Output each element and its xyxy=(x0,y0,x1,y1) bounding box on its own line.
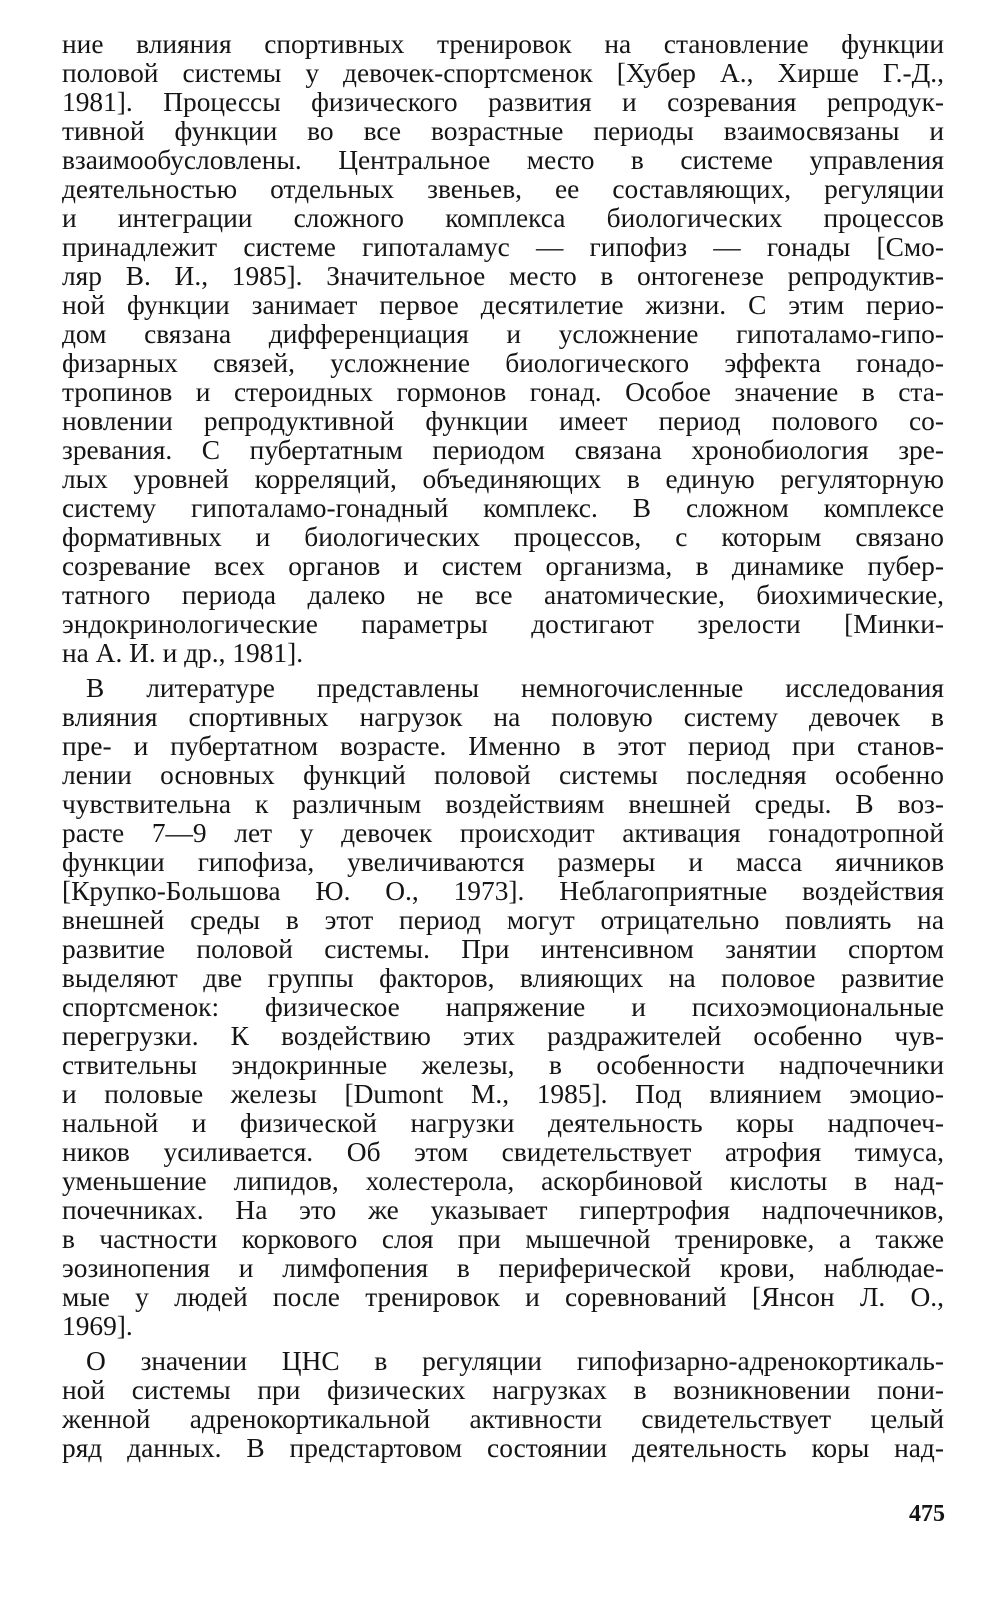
text-line: перегрузки. К воздействию этих раздражителей особенно чув- xyxy=(62,1022,944,1051)
page-number: 475 xyxy=(909,1501,945,1527)
text-line: ной системы при физических нагрузках в возникновении пони- xyxy=(62,1376,944,1405)
text-line: чувствительна к различным воздействиям внешней среды. В воз- xyxy=(62,790,944,819)
text-line: физарных связей, усложнение биологического эффекта гонадо- xyxy=(62,349,944,378)
page-body xyxy=(62,30,944,1570)
text-line: в частности коркового слоя при мышечной тренировке, а также xyxy=(62,1225,944,1254)
text-line: принадлежит системе гипоталамус — гипофиз — гонады [Смо- xyxy=(62,233,944,262)
text-line: ствительны эндокринные железы, в особенности надпочечники xyxy=(62,1051,944,1080)
text-line: зревания. С пубертатным периодом связана хронобиология зре- xyxy=(62,436,944,465)
text-line: женной адренокортикальной активности свидетельствует целый xyxy=(62,1405,944,1434)
paragraph-2 xyxy=(62,674,944,1341)
text-line: спортсменок: физическое напряжение и психоэмоциональные xyxy=(62,993,944,1022)
text-line: половой системы у девочек-спортсменок [Хубер А., Хирше Г.-Д., xyxy=(62,59,944,88)
text-line: почечниках. На это же указывает гипертрофия надпочечников, xyxy=(62,1196,944,1225)
text-line: функции гипофиза, увеличиваются размеры и масса яичников xyxy=(62,848,944,877)
text-line: выделяют две группы факторов, влияющих на половое развитие xyxy=(62,964,944,993)
text-line: ние влияния спортивных тренировок на становление функции xyxy=(62,30,944,59)
text-line: мые у людей после тренировок и соревнований [Янсон Л. О., xyxy=(62,1283,944,1312)
text-line: и половые железы [Dumont M., 1985]. Под влиянием эмоцио- xyxy=(62,1080,944,1109)
text-line: систему гипоталамо-гонадный комплекс. В сложном комплексе xyxy=(62,494,944,523)
text-line: тропинов и стероидных гормонов гонад. Особое значение в ста- xyxy=(62,378,944,407)
text-line: внешней среды в этот период могут отрицательно повлиять на xyxy=(62,906,944,935)
text-line: ляр В. И., 1985]. Значительное место в онтогенезе репродуктив- xyxy=(62,262,944,291)
text-line: взаимообусловлены. Центральное место в системе управления xyxy=(62,146,944,175)
text-line: развитие половой системы. При интенсивном занятии спортом xyxy=(62,935,944,964)
text-line: лых уровней корреляций, объединяющих в единую регуляторную xyxy=(62,465,944,494)
text-line: ников усиливается. Об этом свидетельствует атрофия тимуса, xyxy=(62,1138,944,1167)
text-line: расте 7—9 лет у девочек происходит активация гонадотропной xyxy=(62,819,944,848)
text-line: 1981]. Процессы физического развития и созревания репродук- xyxy=(62,88,944,117)
text-line: новлении репродуктивной функции имеет период полового со- xyxy=(62,407,944,436)
text-line: 1969]. xyxy=(62,1312,133,1341)
text-line: на А. И. и др., 1981]. xyxy=(62,639,304,668)
text-line: [Крупко-Большова Ю. О., 1973]. Неблагоприятные воздействия xyxy=(62,877,944,906)
text-line: уменьшение липидов, холестерола, аскорбиновой кислоты в над- xyxy=(62,1167,944,1196)
text-line: тивной функции во все возрастные периоды взаимосвязаны и xyxy=(62,117,944,146)
text-line: эндокринологические параметры достигают зрелости [Минки- xyxy=(62,610,944,639)
text-line: нальной и физической нагрузки деятельность коры надпочеч- xyxy=(62,1109,944,1138)
text-line: В литературе представлены немногочисленные исследования xyxy=(86,674,944,703)
text-line: ной функции занимает первое десятилетие жизни. С этим перио- xyxy=(62,291,944,320)
text-line: влияния спортивных нагрузок на половую систему девочек в xyxy=(62,703,944,732)
text-line: ряд данных. В предстартовом состоянии деятельность коры над- xyxy=(62,1434,944,1463)
paragraph-1 xyxy=(62,30,944,668)
text-line: созревание всех органов и систем организма, в динамике пубер- xyxy=(62,552,944,581)
text-line: пре- и пубертатном возрасте. Именно в этот период при станов- xyxy=(62,732,944,761)
paragraph-3 xyxy=(62,1347,944,1463)
text-line: формативных и биологических процессов, с которым связано xyxy=(62,523,944,552)
text-line: и интеграции сложного комплекса биологических процессов xyxy=(62,204,944,233)
text-line: эозинопения и лимфопения в периферической крови, наблюдае- xyxy=(62,1254,944,1283)
text-line: татного периода далеко не все анатомические, биохимические, xyxy=(62,581,944,610)
text-line: деятельностью отдельных звеньев, ее составляющих, регуляции xyxy=(62,175,944,204)
text-line: дом связана дифференциация и усложнение гипоталамо-гипо- xyxy=(62,320,944,349)
text-line: О значении ЦНС в регуляции гипофизарно-адренокортикаль- xyxy=(86,1347,944,1376)
text-line: лении основных функций половой системы последняя особенно xyxy=(62,761,944,790)
